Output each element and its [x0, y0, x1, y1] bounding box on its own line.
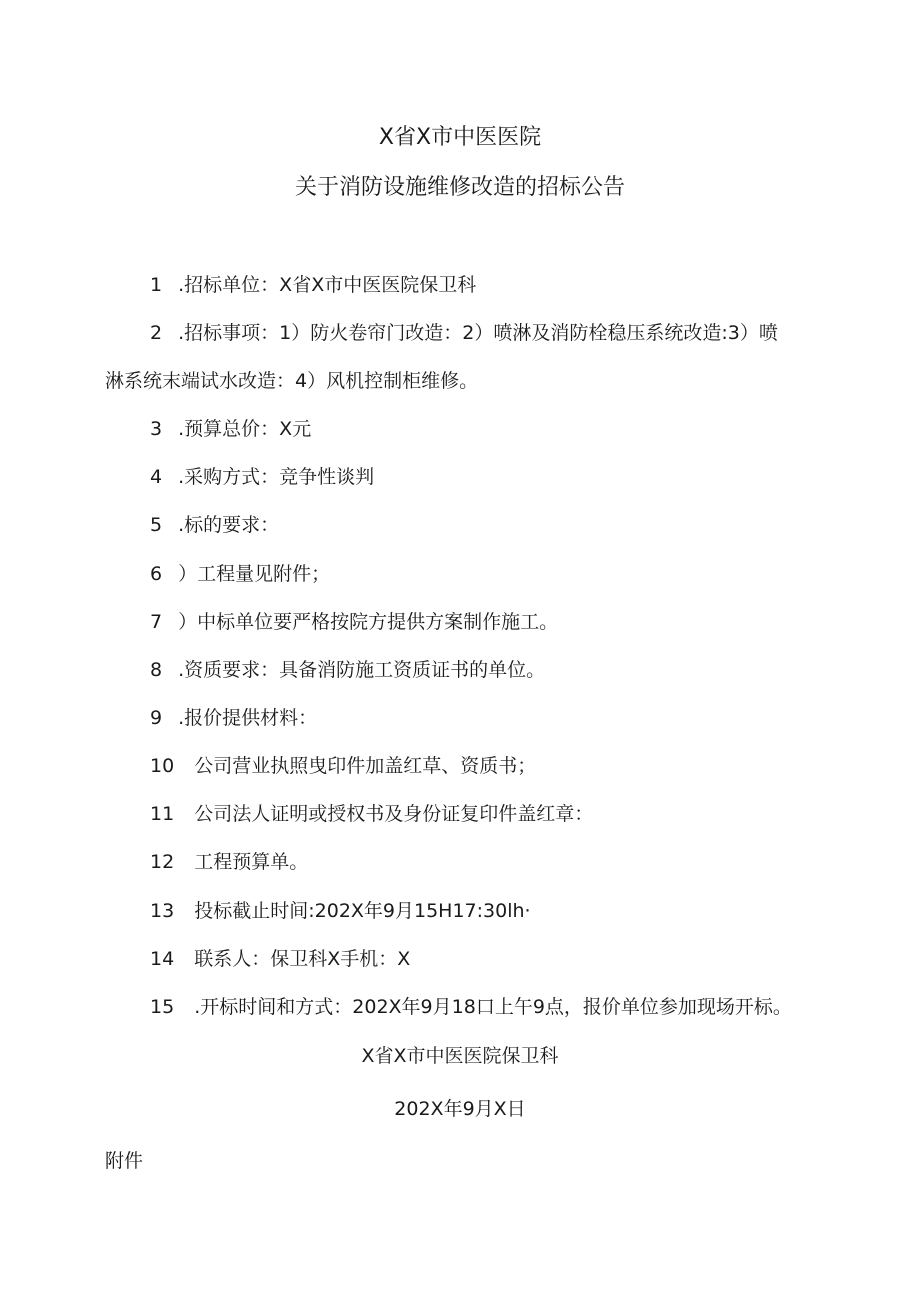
- attachment-label: 附件: [105, 1150, 144, 1172]
- signature-date: 202X年9月X日: [394, 1098, 526, 1120]
- list-item: [150, 414, 860, 444]
- item-number: 5: [150, 514, 163, 536]
- item-number: 15: [150, 996, 175, 1018]
- list-item: [150, 655, 860, 685]
- list-item: [150, 751, 860, 781]
- item-number: 13: [150, 900, 175, 922]
- list-item: [150, 559, 860, 589]
- document-title-line2: 关于消防设施维修改造的招标公告: [294, 175, 625, 200]
- item-text: .开标时间和方式：202X年9月18口上午9点，报价单位参加现场开标。: [194, 996, 792, 1018]
- list-item-continuation: 淋系统末端试水改造：4）风机控制柜维修。: [105, 370, 479, 392]
- list-item: [150, 270, 860, 300]
- list-item: [150, 462, 860, 492]
- item-text: .招标事项：1）防火卷帘门改造：2）喷淋及消防栓稳压系统改造:3）喷: [178, 322, 778, 344]
- item-text: ）中标单位要严格按院方提供方案制作施工。: [178, 611, 559, 633]
- item-text: 联系人：保卫科X手机：X: [194, 948, 411, 970]
- item-text: 公司营业执照曳印件加盖红草、资质书；: [194, 755, 537, 777]
- item-text: 投标截止时间:202X年9月15H17:30lh·: [194, 900, 531, 922]
- item-number: 7: [150, 611, 163, 633]
- list-item: [150, 510, 860, 540]
- list-item: [150, 318, 860, 348]
- item-number: 4: [150, 466, 163, 488]
- list-item: [150, 703, 860, 733]
- item-number: 12: [150, 851, 175, 873]
- list-item: [150, 799, 860, 829]
- item-text: .招标单位：X省X市中医医院保卫科: [178, 274, 477, 296]
- item-number: 6: [150, 563, 163, 585]
- list-item: [150, 992, 860, 1022]
- item-text: .资质要求：具备消防施工资质证书的单位。: [178, 659, 546, 681]
- list-item: [150, 607, 860, 637]
- item-text: .采购方式：竞争性谈判: [178, 466, 375, 488]
- item-number: 2: [150, 322, 163, 344]
- signature-org: X省X市中医医院保卫科: [361, 1045, 559, 1067]
- item-number: 9: [150, 707, 163, 729]
- item-number: 10: [150, 755, 175, 777]
- item-text: .标的要求：: [178, 514, 280, 536]
- item-text: ）工程量见附件；: [178, 563, 331, 585]
- item-number: 11: [150, 803, 175, 825]
- item-number: 8: [150, 659, 163, 681]
- item-text: .预算总价：X元: [178, 418, 312, 440]
- item-number: 14: [150, 948, 175, 970]
- list-item: [150, 896, 860, 926]
- item-number: 3: [150, 418, 163, 440]
- document-title-line1: X省X市中医医院: [378, 125, 542, 150]
- list-item: [150, 847, 860, 877]
- item-text: .报价提供材料：: [178, 707, 318, 729]
- item-number: 1: [150, 274, 163, 296]
- item-text: 公司法人证明或授权书及身份证复印件盖红章：: [194, 803, 594, 825]
- item-text: 工程预算单。: [194, 851, 309, 873]
- list-item: [150, 944, 860, 974]
